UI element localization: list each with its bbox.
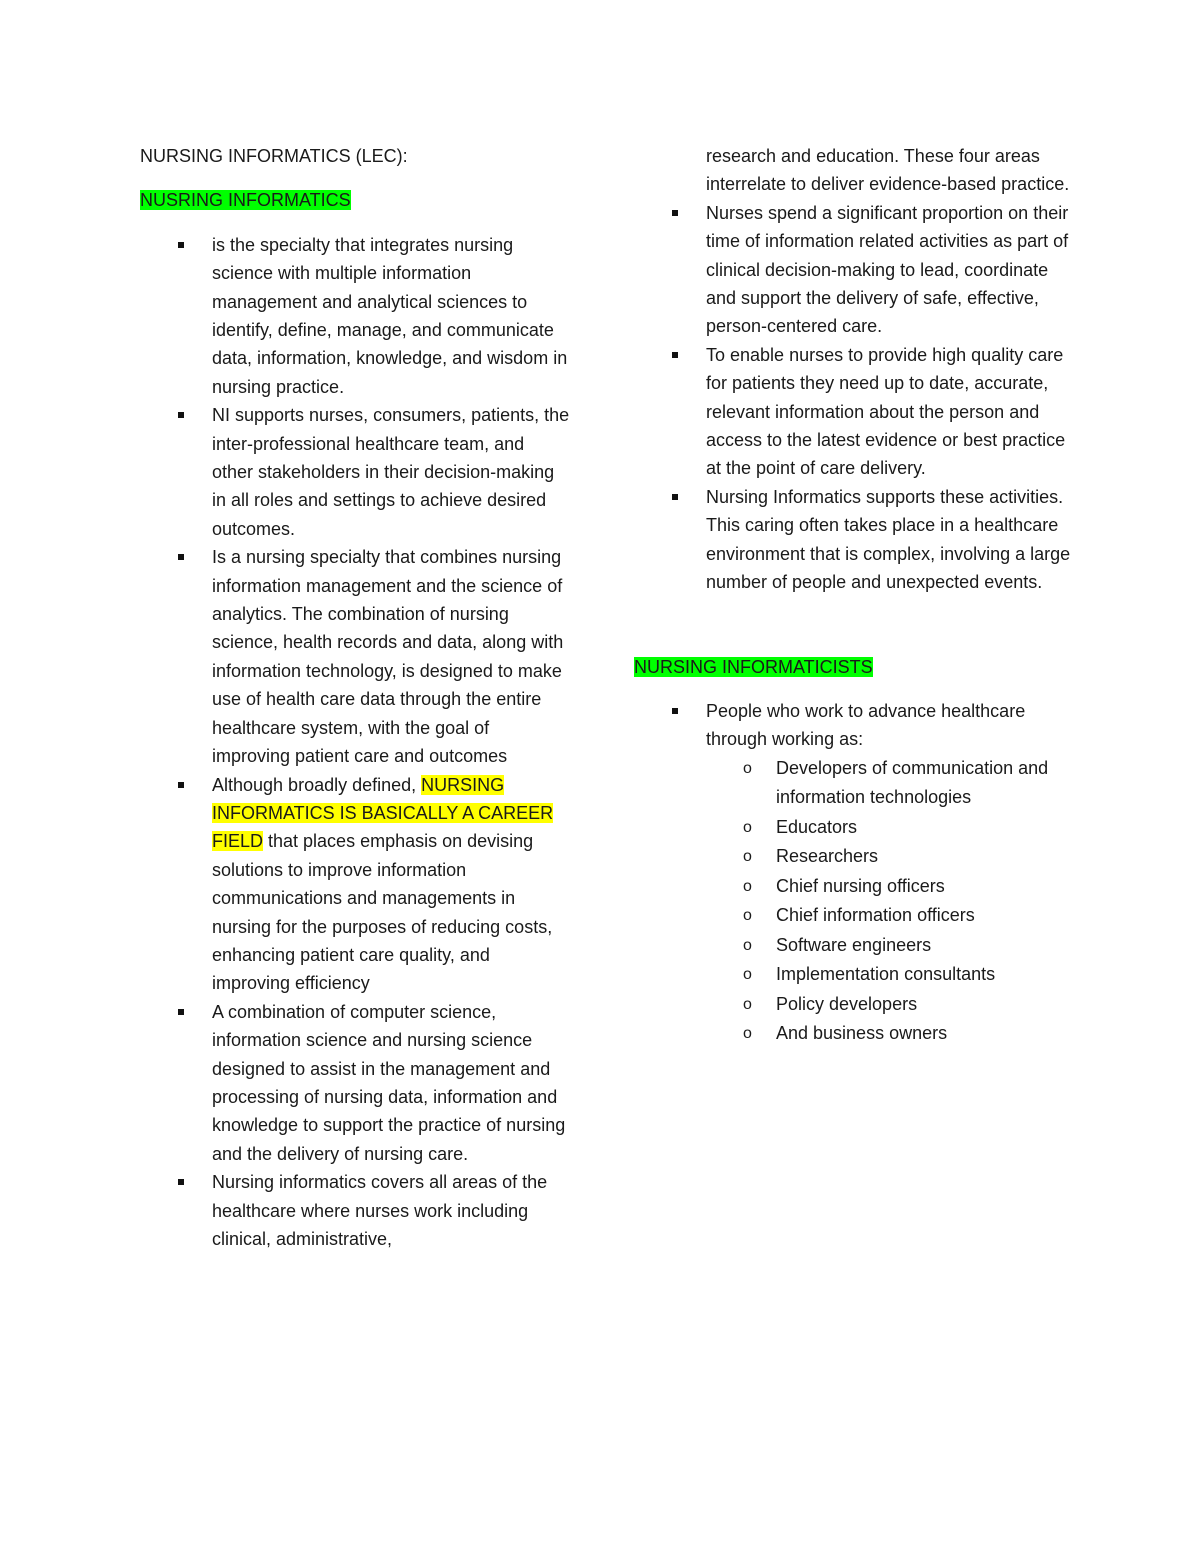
list-item [634, 341, 1074, 483]
list-item-text: Nursing Informatics supports these activities. This caring often takes place in a healthcare environment that is complex, involving a large number of people and unexpected events. [706, 486, 1071, 593]
role-item [634, 901, 1074, 931]
list-item-text: To enable nurses to provide high quality care for patients they need up to date, accurate, relevant information about the person and access to the latest evidence or best practice at the point of care delivery. [706, 344, 1066, 479]
role-item [634, 960, 1074, 990]
nursing-informatics-list [140, 231, 570, 1254]
square-bullet-icon [672, 210, 678, 216]
section-heading-nursing-informaticists [634, 653, 1074, 681]
section-heading-nursing-informatics [140, 186, 570, 214]
list-item-text: Nursing informatics covers all areas of the healthcare where nurses work including clinical, administrative, [212, 1172, 548, 1249]
square-bullet-icon [672, 352, 678, 358]
role-item [634, 990, 1074, 1020]
list-item-text: NI supports nurses, consumers, patients, the inter-professional healthcare team, and other stakeholders in their decision-making in all roles and settings to achieve desired outcomes. [212, 405, 570, 539]
list-item [634, 697, 1074, 754]
role-item [634, 872, 1074, 902]
role-item [634, 1019, 1074, 1049]
square-bullet-icon [178, 1179, 184, 1185]
list-item [634, 199, 1074, 341]
circle-bullet-icon: o [743, 848, 752, 866]
informaticists-list [634, 697, 1074, 754]
role-text: Chief information officers [776, 905, 975, 926]
circle-bullet-icon: o [743, 877, 752, 895]
role-text: Chief nursing officers [776, 875, 945, 896]
square-bullet-icon [178, 554, 184, 560]
list-item-text: People who work to advance healthcare through working as: [706, 700, 1026, 750]
role-item [634, 842, 1074, 872]
role-text: Researchers [776, 846, 879, 867]
list-item [140, 1168, 570, 1253]
role-text: Policy developers [776, 993, 918, 1014]
list-item-text-suffix: that places emphasis on devising solutions to improve information communications and managements in nursing for the purposes of reducing costs, enhancing patient care quality, and improving efficiency [212, 831, 553, 994]
roles-list [634, 754, 1074, 1049]
yellow-highlight: NURSING INFORMATICS IS BASICALLY A CAREER FIELD [212, 774, 554, 852]
square-bullet-icon [672, 494, 678, 500]
list-item-text: Is a nursing specialty that combines nursing information management and the science of analytics. The combination of nursing science, health records and data, along with information technology, is designed to make use of health care data through the entire healthcare system, with the goal of improving patient care and outcomes [212, 547, 564, 767]
role-text: Developers of communication and information technologies [776, 757, 1049, 808]
role-text: Software engineers [776, 934, 932, 955]
square-bullet-icon [178, 412, 184, 418]
role-item [634, 813, 1074, 843]
list-item [634, 483, 1074, 597]
square-bullet-icon [178, 1009, 184, 1015]
left-column [140, 142, 570, 1253]
list-item-text: is the specialty that integrates nursing science with multiple information management and analytical sciences to identify, define, manage, and communicate data, information, knowledge, and wisdom in nursing practice. [212, 234, 568, 397]
circle-bullet-icon: o [743, 1025, 752, 1043]
circle-bullet-icon: o [743, 995, 752, 1013]
list-item [140, 771, 570, 998]
role-text: Implementation consultants [776, 964, 996, 985]
list-item-text-prefix: Although broadly defined, [212, 774, 422, 795]
circle-bullet-icon: o [743, 936, 752, 954]
circle-bullet-icon: o [743, 759, 752, 777]
circle-bullet-icon: o [743, 966, 752, 984]
list-item [140, 543, 570, 770]
list-item [140, 401, 570, 543]
list-item [140, 231, 570, 401]
square-bullet-icon [178, 242, 184, 248]
role-text: Educators [776, 816, 858, 837]
spacer [634, 597, 1074, 653]
right-column [634, 142, 1074, 1049]
document-title: NURSING INFORMATICS (LEC): [140, 146, 408, 166]
circle-bullet-icon: o [743, 907, 752, 925]
role-item [634, 931, 1074, 961]
list-item-text: A combination of computer science, information science and nursing science designed to assist in the management and processing of nursing data, information and knowledge to support the practice of nursing and the delivery of nursing care. [212, 1001, 566, 1164]
role-text: And business owners [776, 1023, 948, 1044]
green-highlight: NUSRING INFORMATICS [140, 190, 351, 211]
square-bullet-icon [178, 782, 184, 788]
continued-text: research and education. These four areas interrelate to deliver evidence-based practice. [706, 146, 1070, 195]
list-item-text: Nurses spend a significant proportion on their time of information related activities as part of clinical decision-making to lead, coordinate and support the delivery of safe, effective, person-centered care. [706, 202, 1069, 337]
role-item [634, 754, 1074, 813]
green-highlight: NURSING INFORMATICISTS [634, 656, 873, 677]
list-item [140, 998, 570, 1168]
square-bullet-icon [672, 708, 678, 714]
nursing-informatics-list-continued [634, 199, 1074, 597]
circle-bullet-icon: o [743, 818, 752, 836]
